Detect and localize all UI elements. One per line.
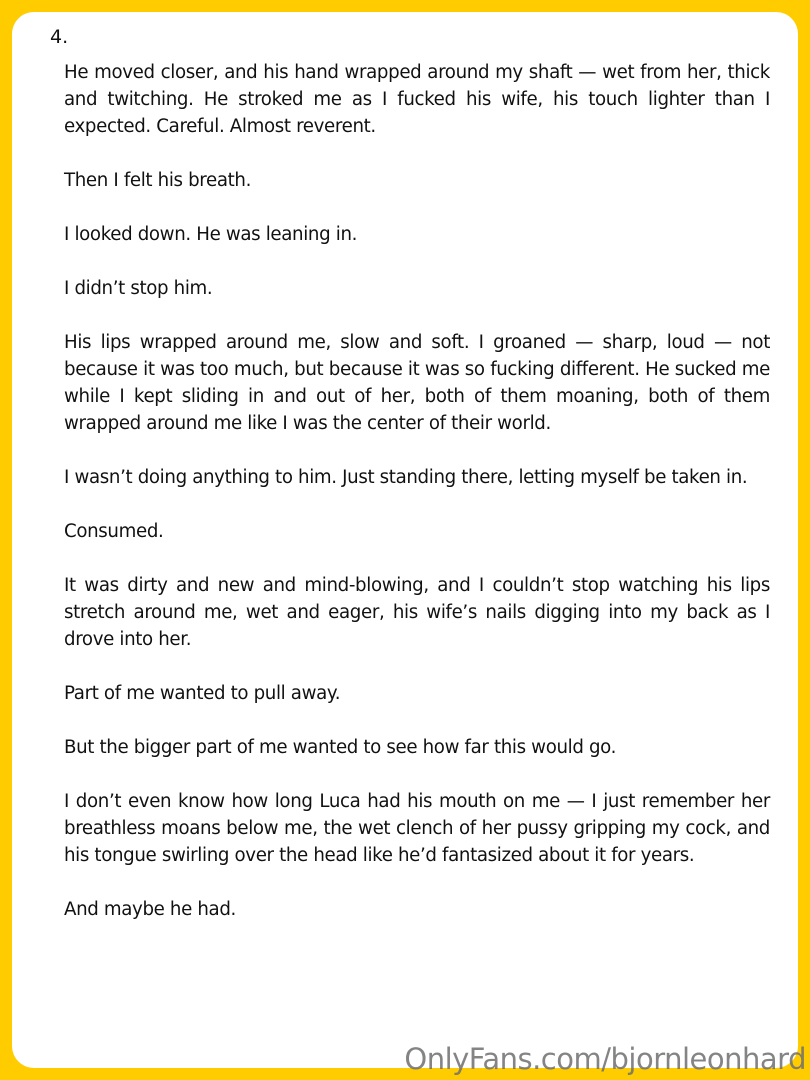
paragraph: And maybe he had. bbox=[64, 899, 236, 920]
page-panel bbox=[12, 12, 798, 1068]
paragraph: But the bigger part of me wanted to see how far this would go. bbox=[64, 737, 617, 758]
paragraph: I didn’t stop him. bbox=[64, 278, 213, 299]
paragraph: I looked down. He was leaning in. bbox=[64, 224, 358, 245]
paragraph: He moved closer, and his hand wrapped around my shaft — wet from her, thick and twitching. He stroked me as I fucked his wife, his touch lighter than I expected. Careful. Almost reverent. bbox=[64, 62, 770, 137]
paragraph: His lips wrapped around me, slow and soft. I groaned — sharp, loud — not because it was too much, but because it was so fucking different. He sucked me while I kept sliding in and out of her, both of them moaning, both of them wrapped around me like I was the center of their world. bbox=[64, 332, 770, 434]
paragraph: Then I felt his breath. bbox=[64, 170, 252, 191]
paragraph: I don’t even know how long Luca had his mouth on me — I just remember her breathless moans below me, the wet clench of her pussy gripping my cock, and his tongue swirling over the head like he’d fantasized about it for years. bbox=[64, 791, 770, 866]
story-body bbox=[64, 59, 770, 950]
watermark: OnlyFans.com/bjornleonhard bbox=[404, 1042, 806, 1076]
paragraph: Part of me wanted to pull away. bbox=[64, 683, 341, 704]
paragraph: Consumed. bbox=[64, 521, 164, 542]
section-number: 4. bbox=[50, 26, 69, 48]
paragraph: I wasn’t doing anything to him. Just standing there, letting myself be taken in. bbox=[64, 467, 748, 488]
paragraph: It was dirty and new and mind-blowing, and I couldn’t stop watching his lips stretch around me, wet and eager, his wife’s nails digging into my back as I drove into her. bbox=[64, 575, 770, 650]
